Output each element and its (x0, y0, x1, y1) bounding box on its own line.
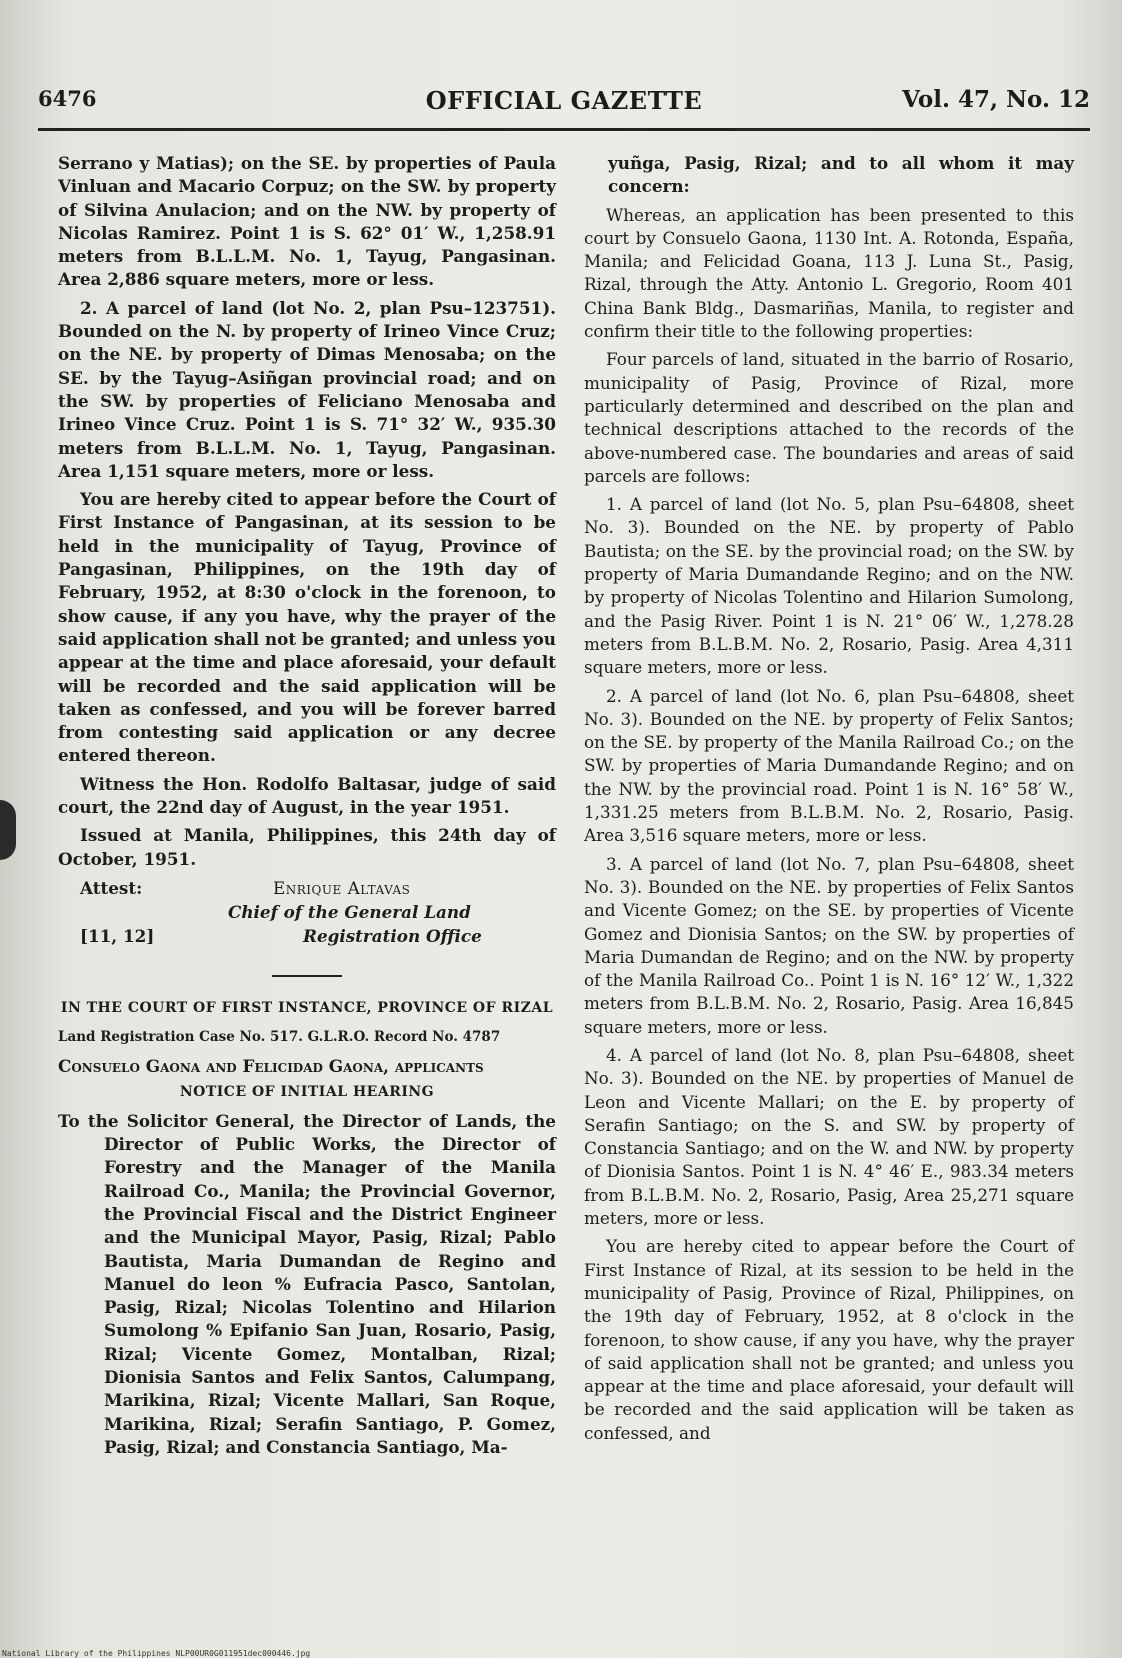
publication-title: OFFICIAL GAZETTE (425, 86, 703, 115)
paragraph: 4. A parcel of land (lot No. 8, plan Psu–64808, sheet No. 3). Bounded on the NE. by properties of Manuel de Leon and Vicente Mallari; on the E. by property of Serafin Santiago; on the S. and SW. by property of Constancia Santiago; and on the W. and NW. by property of Dionisia Santos. Point 1 is N. 4° 46′ E., 983.34 meters from B.L.B.M. No. 2, Rosario, Pasig, Area 25,271 square meters, more or less. (584, 1044, 1074, 1229)
scan-footer: National Library of the Philippines NLP00UR0G011951dec000446.jpg (2, 1649, 311, 1658)
paragraph: Serrano y Matias); on the SE. by properties of Paula Vinluan and Macario Corpuz; on the SW. by property of Silvina Anulacion; and on the NW. by property of Nicolas Ramirez. Point 1 is S. 62° 01′ W., 1,258.91 meters from B.L.L.M. No. 1, Tayug, Pangasinan. Area 2,886 square meters, more or less. (58, 153, 556, 290)
court-heading: IN THE COURT OF FIRST INSTANCE, PROVINCE OF RIZAL (60, 999, 554, 1016)
case-number: Land Registration Case No. 517. G.L.R.O. Record No. 4787 (58, 1028, 501, 1045)
attest-title: Registration Office (303, 925, 482, 946)
paragraph: yuñga, Pasig, Rizal; and to all whom it may concern: (608, 153, 1074, 197)
volume-number: Vol. 47, No. 12 (902, 86, 1090, 113)
attestation-block (58, 877, 556, 955)
right-column (584, 152, 1074, 1450)
page-header (38, 86, 1090, 120)
paragraph: 1. A parcel of land (lot No. 5, plan Psu–64808, sheet No. 3). Bounded on the NE. by property of Pablo Bautista; on the SE. by the provincial road; on the SW. by property of Maria Dumandande Regino; and on the NW. by property of Nicolas Tolentino and Hilarion Sumolong, and the Pasig River. Point 1 is N. 21° 06′ W., 1,278.28 meters from B.L.B.M. No. 2, Rosario, Pasig. Area 4,311 square meters, more or less. (584, 494, 1074, 678)
header-rule (38, 128, 1090, 131)
paragraph: Four parcels of land, situated in the barrio of Rosario, municipality of Pasig, Province of Rizal, more particularly determined and described on the plan and technical descriptions attached to the records of the above-numbered case. The boundaries and areas of said parcels are follows: (584, 349, 1074, 486)
addressees-paragraph: To the Solicitor General, the Director of Lands, the Director of Public Works, the Director of Forestry and the Manager of the Manila Railroad Co., Manila; the Provincial Governor, the Provincial Fiscal and the District Engineer and the Municipal Mayor, Pasig, Rizal; Pablo Bautista, Maria Dumandan de Regino and Manuel do leon % Eufracia Pasco, Santolan, Pasig, Rizal; Nicolas Tolentino and Hilarion Sumolong % Epifanio San Juan, Rosario, Pasig, Rizal; Vicente Gomez, Montalban, Rizal; Dionisia Santos and Felix Santos, Calumpang, Marikina, Rizal; Vicente Mallari, San Roque, Marikina, Rizal; Serafin Santiago, P. Gomez, Pasig, Rizal; and Constancia Santiago, Ma- (58, 1110, 556, 1457)
notice-title: NOTICE OF INITIAL HEARING (179, 1083, 435, 1100)
paragraph: Witness the Hon. Rodolfo Baltasar, judge of said court, the 22nd day of August, in the year 1951. (58, 773, 556, 818)
binding-edge-mark (0, 800, 16, 860)
left-column (58, 152, 556, 1459)
section-divider (272, 975, 342, 977)
paragraph: 2. A parcel of land (lot No. 6, plan Psu–64808, sheet No. 3). Bounded on the NE. by property of Felix Santos; on the SE. by property of the Manila Railroad Co.; on the SW. by properties of Maria Dumandande Regino; and on the NW. by the provincial road. Point 1 is N. 16° 58′ W., 1,331.25 meters from B.L.B.M. No. 2, Rosario, Pasig. Area 3,516 square meters, more or less. (584, 685, 1074, 846)
paragraph: Issued at Manila, Philippines, this 24th day of October, 1951. (58, 825, 556, 869)
paragraph: 3. A parcel of land (lot No. 7, plan Psu–64808, sheet No. 3). Bounded on the NE. by properties of Felix Santos and Vicente Gomez; on the SE. by properties of Vicente Gomez and Dionisia Santos; on the SW. by properties of Maria Dumandan de Regino; and on the NW. by property of the Manila Railroad Co.. Point 1 is N. 16° 12′ W., 1,322 meters from B.L.B.M. No. 2, Rosario, Pasig. Area 16,845 square meters, more or less. (584, 853, 1074, 1037)
attest-label: Attest: (80, 877, 143, 898)
paragraph: You are hereby cited to appear before the Court of First Instance of Rizal, at its session to be held in the municipality of Pasig, Province of Rizal, Philippines, on the 19th day of February, 1952, at 8 o'clock in the forenoon, to show cause, if any you have, why the prayer of said application shall not be granted; and unless you appear at the time and place aforesaid, your default will be recorded and the said application will be taken as confessed, and (584, 1236, 1074, 1443)
page-number: 6476 (38, 86, 97, 111)
issue-reference: [11, 12] (80, 925, 155, 946)
applicants-line: Consuelo Gaona and Felicidad Gaona, applicants (58, 1056, 484, 1077)
paragraph: 2. A parcel of land (lot No. 2, plan Psu–123751). Bounded on the N. by property of Irineo Vince Cruz; on the NE. by property of Dimas Menosaba; on the SE. by the Tayug–Asiñgan provincial road; and on the SW. by properties of Feliciano Menosaba and Irineo Vince Cruz. Point 1 is S. 71° 32′ W., 935.30 meters from B.L.L.M. No. 1, Tayug, Pangasinan. Area 1,151 square meters, more or less. (58, 297, 556, 481)
paragraph: You are hereby cited to appear before the Court of First Instance of Pangasinan, at its session to be held in the municipality of Tayug, Province of Pangasinan, Philippines, on the 19th day of February, 1952, at 8:30 o'clock in the forenoon, to show cause, if any you have, why the prayer of the said application shall not be granted; and unless you appear at the time and place aforesaid, your default will be recorded and the said application will be taken as confessed, and you will be forever barred from contesting said application or any decree entered thereon. (58, 489, 557, 766)
paragraph: Whereas, an application has been presented to this court by Consuelo Gaona, 1130 Int. A. Rotonda, España, Manila; and Felicidad Goana, 113 J. Luna St., Pasig, Rizal, through the Atty. Antonio L. Gregorio, Room 401 China Bank Bldg., Dasmariñas, Manila, to register and confirm their title to the following properties: (584, 204, 1074, 342)
attest-title: Chief of the General Land (228, 901, 471, 922)
attest-name: Enrique Altavas (273, 877, 411, 898)
